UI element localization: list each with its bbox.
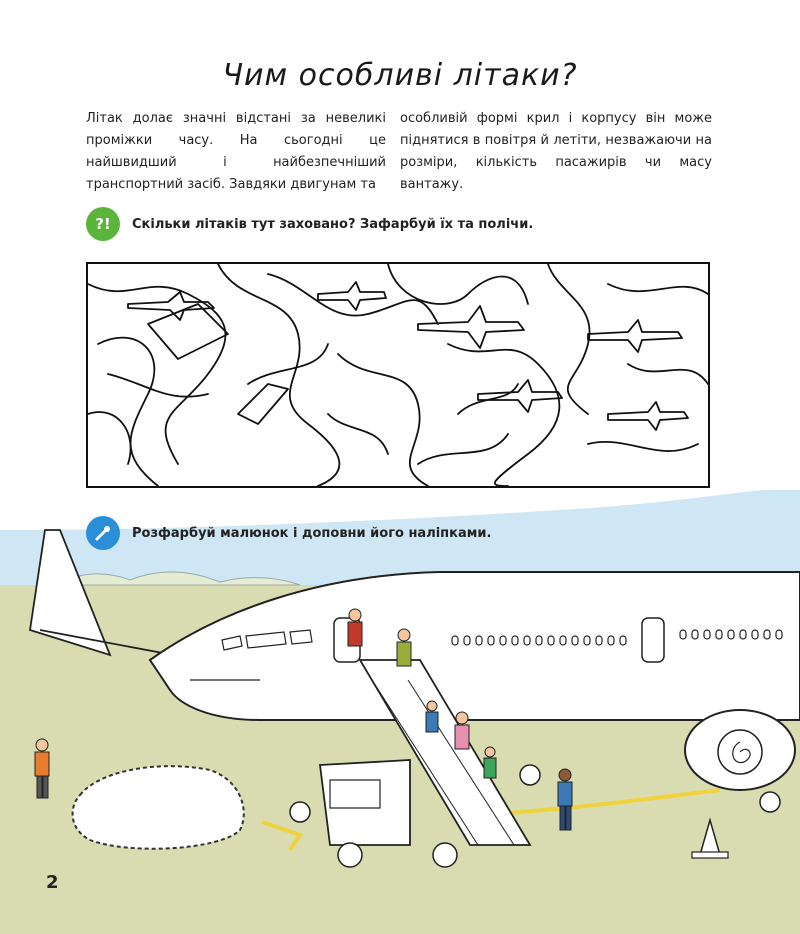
task-colour-picture [86,516,491,550]
page-title: Чим особливі літаки? [222,58,578,93]
intro-text-left: Літак долає значні відстані за невеликі проміжки часу. На сьогодні це найшвидший і найбезпечніший транспортний засіб. Завдяки двигунам та [86,111,386,192]
hidden-planes-puzzle [86,262,710,488]
paintbrush-icon [86,516,120,550]
page-number: 2 [46,872,59,893]
task-text: Скільки літаків тут заховано? Зафарбуй їх та полічи. [132,216,534,232]
airport-scene-illustration [0,490,800,934]
task-text: Розфарбуй малюнок і доповни його наліпками. [132,525,492,541]
task-count-planes [86,207,533,241]
question-exclamation-icon: ?! [86,207,120,241]
intro-text-right: особливій формі крил і корпусу він може піднятися в повітря й летіти, незважаючи на розміри, кількість пасажирів чи масу вантажу. [400,111,712,192]
